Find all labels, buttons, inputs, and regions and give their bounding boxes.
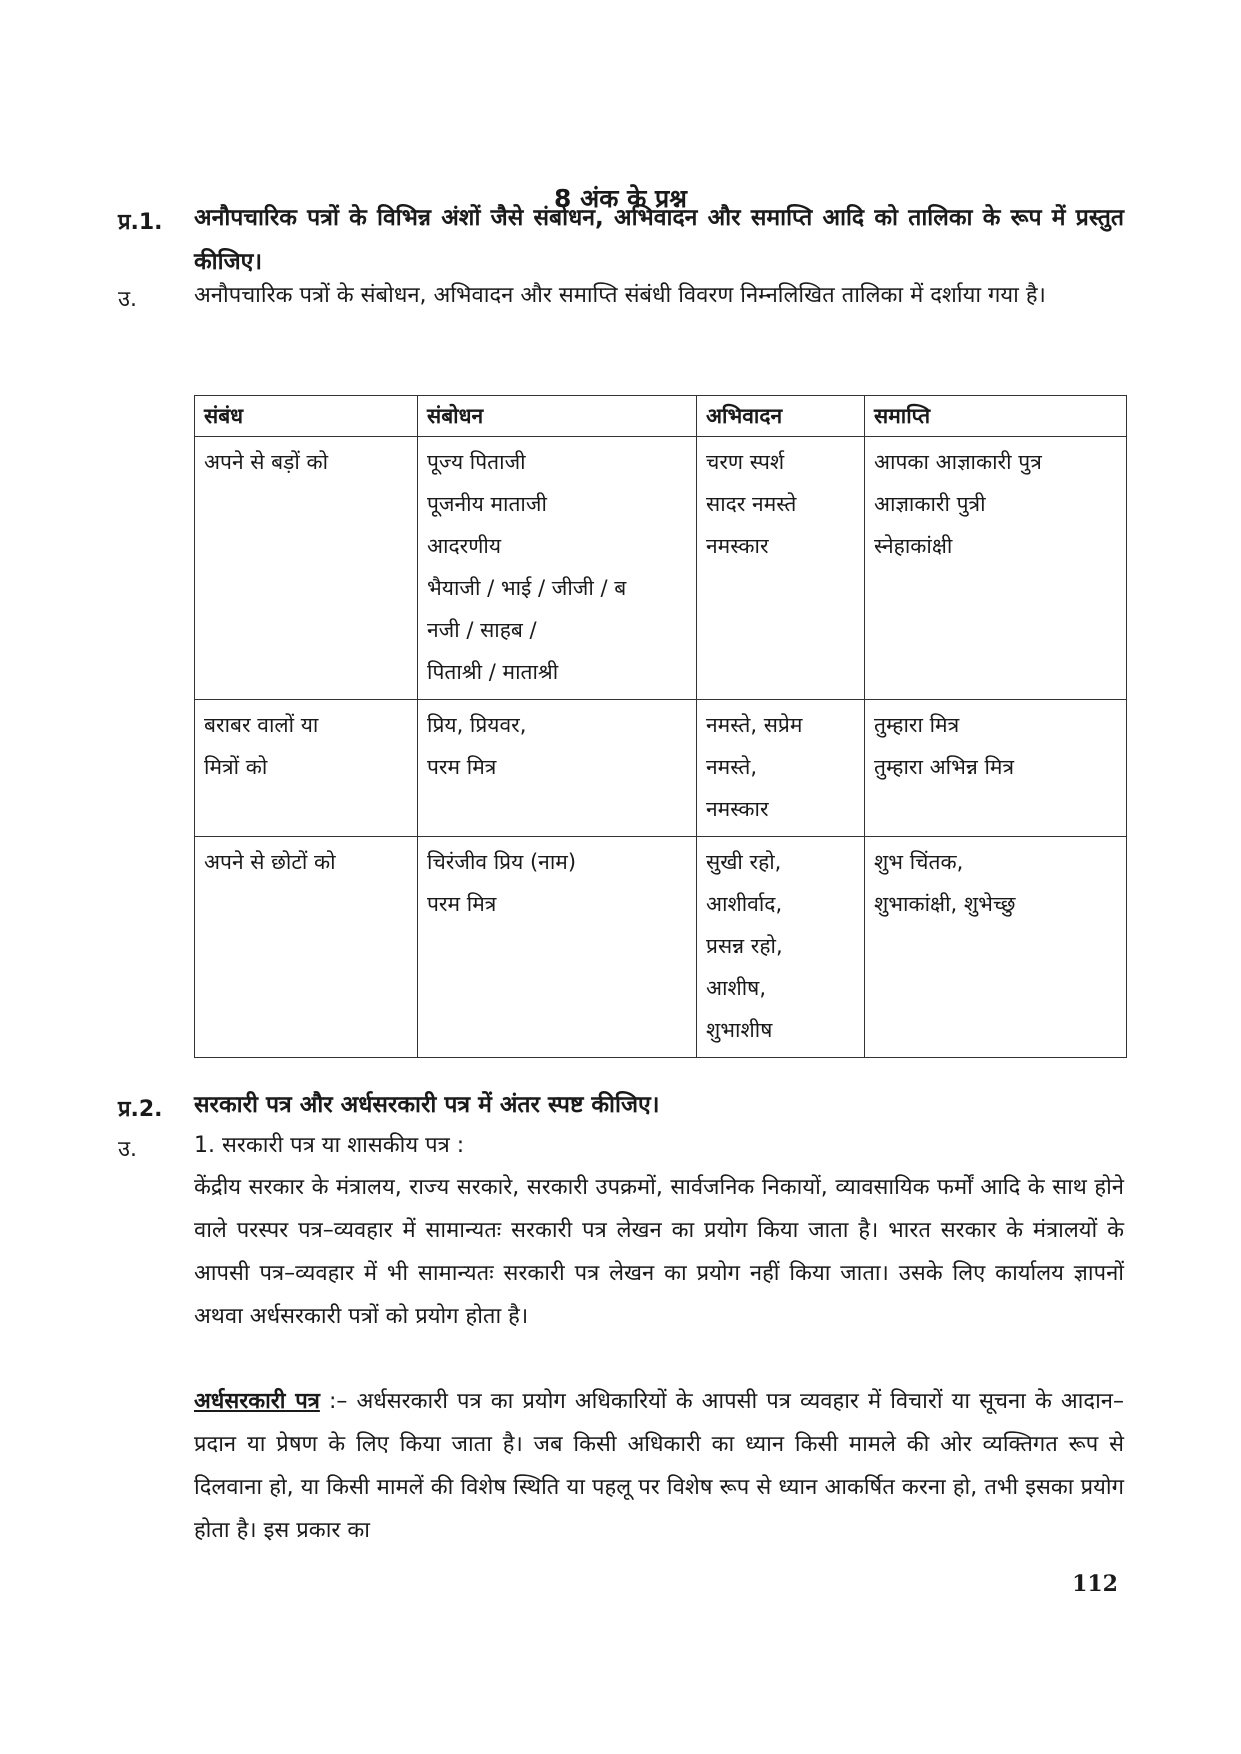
cell-line: सुखी रहो,	[706, 850, 782, 874]
cell-line: आशीर्वाद,	[706, 892, 783, 916]
cell-line: पूजनीय माताजी	[427, 492, 547, 516]
answer-1-label: उ.	[118, 287, 138, 312]
table-row	[195, 837, 1127, 1058]
cell-line: तुम्हारा मित्र	[874, 713, 960, 737]
cell-line: पिताश्री / माताश्री	[427, 660, 559, 684]
relation-cell	[195, 700, 418, 837]
address-cell	[418, 837, 697, 1058]
cell-line: प्रसन्न रहो,	[706, 934, 783, 958]
answer-1-text: अनौपचारिक पत्रों के संबोधन, अभिवादन और समाप्ति संबंधी विवरण निम्नलिखित तालिका में दर्शाया गया है।	[194, 283, 1046, 308]
cell-line: भैयाजी / भाई / जीजी / ब	[427, 576, 627, 600]
cell-line: परम मित्र	[427, 892, 497, 916]
answer-2-subheading: 1. सरकारी पत्र या शासकीय पत्र :	[194, 1133, 465, 1158]
cell-line: नमस्कार	[706, 797, 769, 821]
cell-line: पूज्य पिताजी	[427, 450, 526, 474]
cell-line: मित्रों को	[204, 755, 268, 779]
closing-cell	[865, 837, 1127, 1058]
answer-2-label: उ.	[118, 1137, 138, 1162]
cell-line: चिरंजीव प्रिय (नाम)	[427, 850, 577, 874]
greeting-cell	[697, 437, 865, 700]
column-header-relation: संबंध	[195, 396, 418, 437]
cell-line: शुभाकांक्षी, शुभेच्छु	[874, 892, 1016, 916]
question-1-label: प्र.1.	[118, 210, 163, 235]
answer-2-paragraph-1: केंद्रीय सरकार के मंत्रालय, राज्य सरकारे, सरकारी उपक्रमों, सार्वजनिक निकायों, व्यावसायिक फर्मों आदि के साथ होने वाले परस्पर पत्र–व्यवहार में सामान्यतः सरकारी पत्र लेखन का प्रयोग किया जाता है। भारत सरकार के मंत्रालयों के आपसी पत्र–व्यवहार में भी सामान्यतः सरकारी पत्र लेखन का प्रयोग नहीं किया जाता। उसके लिए कार्यालय ज्ञापनों अथवा अर्धसरकारी पत्रों को प्रयोग होता है।	[194, 1175, 1124, 1329]
cell-line: तुम्हारा अभिन्न मित्र	[874, 755, 1015, 779]
closing-cell	[865, 700, 1127, 837]
closing-cell	[865, 437, 1127, 700]
question-1-text: अनौपचारिक पत्रों के विभिन्न अंशों जैसे संबोधन, अभिवादन और समाप्ति आदि को तालिका के रूप में प्रस्तुत कीजिए।	[194, 205, 1124, 275]
page-number: 112	[1072, 1571, 1118, 1597]
table-row	[195, 700, 1127, 837]
cell-line: शुभ चिंतक,	[874, 850, 964, 874]
cell-line: सादर नमस्ते	[706, 492, 797, 516]
cell-line: चरण स्पर्श	[706, 450, 785, 474]
cell-line: नमस्कार	[706, 534, 769, 558]
paragraph-2-text: :– अर्धसरकारी पत्र का प्रयोग अधिकारियों के आपसी पत्र व्यवहार में विचारों या सूचना के आदान–प्रदान या प्रेषण के लिए किया जाता है। जब किसी अधिकारी का ध्यान किसी मामले की ओर व्यक्तिगत रूप से दिलवाना हो, या किसी मामलें की विशेष स्थिति या पहलू पर विशेष रूप से ध्यान आकर्षित करना हो, तभी इसका प्रयोग होता है। इस प्रकार का	[194, 1389, 1124, 1543]
relation-cell	[195, 437, 418, 700]
cell-line: नमस्ते,	[706, 755, 758, 779]
address-cell	[418, 437, 697, 700]
cell-line: शुभाशीष	[706, 1018, 773, 1042]
cell-line: आदरणीय	[427, 534, 502, 558]
letter-parts-table	[194, 395, 1127, 1058]
section-heading: 8 अंक के प्रश्न	[554, 184, 687, 213]
column-header-address: संबोधन	[418, 396, 697, 437]
answer-2-paragraph-2	[194, 1380, 1124, 1552]
question-2-label: प्र.2.	[118, 1097, 163, 1122]
cell-line: आज्ञाकारी पुत्री	[874, 492, 986, 516]
cell-line: परम मित्र	[427, 755, 497, 779]
cell-line: बराबर वालों या	[204, 713, 319, 737]
relation-cell	[195, 837, 418, 1058]
address-cell	[418, 700, 697, 837]
table-row	[195, 437, 1127, 700]
term-semi-official-letter: अर्धसरकारी पत्र	[194, 1389, 320, 1414]
cell-line: नजी / साहब /	[427, 618, 537, 642]
cell-line: नमस्ते, सप्रेम	[706, 713, 803, 737]
column-header-closing: समाप्ति	[865, 396, 1127, 437]
question-2-text: सरकारी पत्र और अर्धसरकारी पत्र में अंतर स्पष्ट कीजिए।	[194, 1092, 660, 1118]
cell-line: आशीष,	[706, 976, 766, 1000]
cell-line: प्रिय, प्रियवर,	[427, 713, 527, 737]
cell-line: अपने से छोटों को	[204, 850, 336, 874]
greeting-cell	[697, 700, 865, 837]
cell-line: आपका आज्ञाकारी पुत्र	[874, 450, 1042, 474]
column-header-greeting: अभिवादन	[697, 396, 865, 437]
table-header-row	[195, 396, 1127, 437]
cell-line: स्नेहाकांक्षी	[874, 534, 953, 558]
greeting-cell	[697, 837, 865, 1058]
cell-line: अपने से बड़ों को	[204, 450, 329, 474]
